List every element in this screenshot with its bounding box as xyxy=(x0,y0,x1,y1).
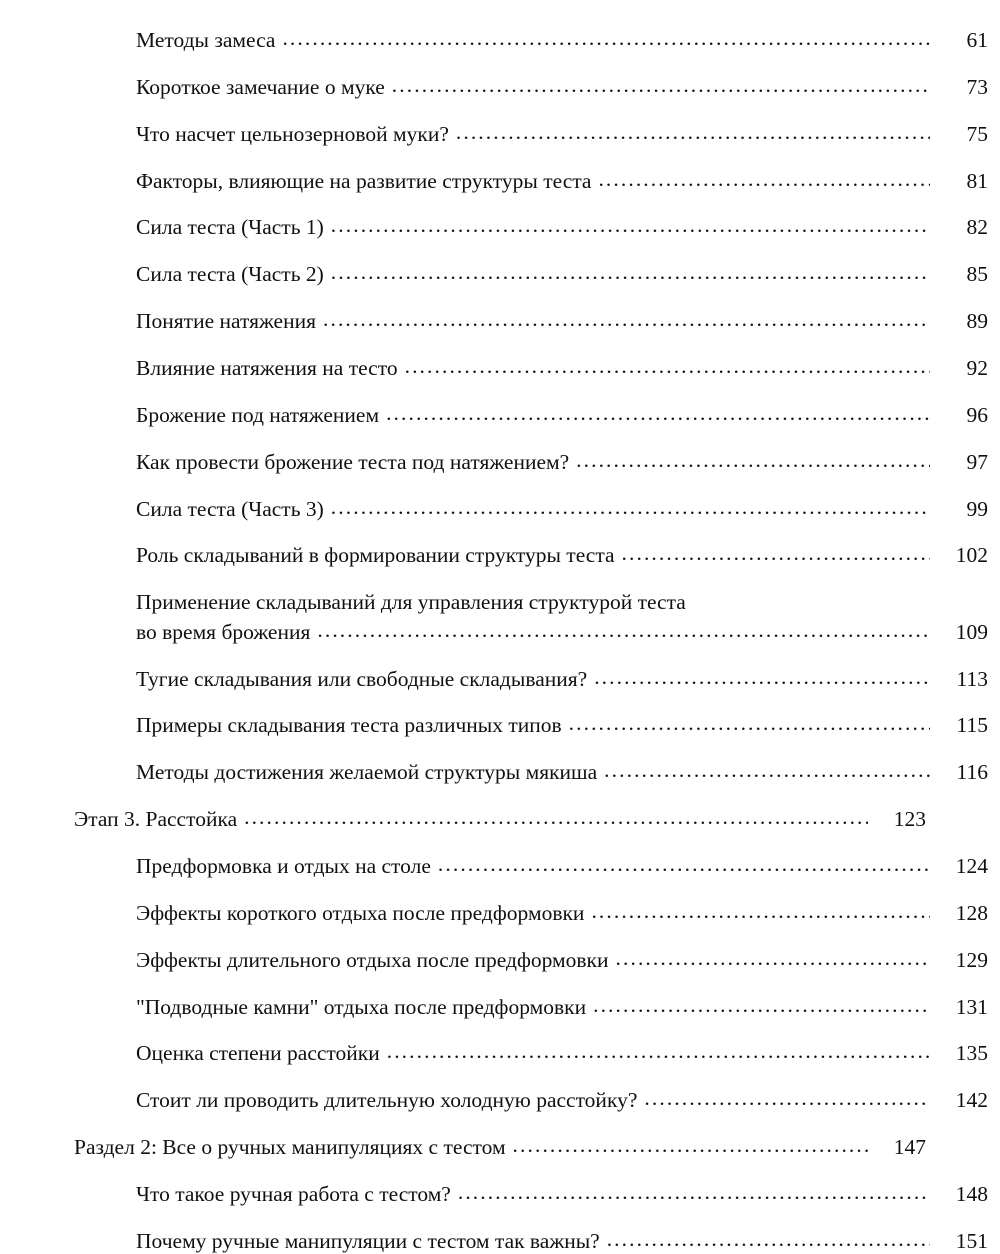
toc-entry-page-number: 123 xyxy=(893,807,926,832)
toc-leader-dots xyxy=(387,1045,930,1066)
toc-entry[interactable] xyxy=(74,356,988,381)
toc-leader-dots xyxy=(616,951,930,972)
toc-entry-page-number: 85 xyxy=(966,262,988,287)
toc-entry-title: Почему ручные манипуляции с тестом так важны? xyxy=(136,1228,600,1253)
toc-entry[interactable] xyxy=(74,1229,988,1254)
toc-entry-page-number: 92 xyxy=(966,356,988,381)
toc-entry-title: Эффекты короткого отдыха после предформовки xyxy=(136,900,585,925)
toc-entry[interactable] xyxy=(74,995,988,1020)
toc-leader-dots xyxy=(331,266,930,287)
toc-entry[interactable] xyxy=(74,1182,988,1207)
toc-leader-dots xyxy=(331,500,930,521)
toc-entry-title: Сила теста (Часть 3) xyxy=(136,496,324,521)
toc-entry[interactable] xyxy=(74,667,988,692)
toc-entry-title: Раздел 2: Все о ручных манипуляциях с тестом xyxy=(74,1135,506,1160)
toc-entry-title: Роль складываний в формировании структуры теста xyxy=(136,543,615,568)
toc-leader-dots xyxy=(513,1138,868,1159)
toc-leader-dots xyxy=(591,904,930,925)
toc-entry[interactable] xyxy=(74,1135,926,1160)
toc-entry[interactable] xyxy=(74,28,988,53)
toc-entry-title: Брожение под натяжением xyxy=(136,402,380,427)
toc-entry-page-number: 147 xyxy=(893,1135,926,1160)
toc-entry-page-number: 61 xyxy=(966,28,988,52)
toc-entry-title: Стоит ли проводить длительную холодную расстойку? xyxy=(136,1088,638,1113)
toc-leader-dots xyxy=(456,125,930,146)
toc-entry-page-number: 124 xyxy=(955,853,988,878)
toc-leader-dots xyxy=(323,313,930,334)
toc-leader-dots xyxy=(317,623,930,644)
toc-entry-page-number: 129 xyxy=(955,947,988,972)
toc-entry-page-number: 96 xyxy=(966,402,988,427)
toc-entry[interactable] xyxy=(74,75,988,100)
toc-entry-page-number: 109 xyxy=(955,619,988,644)
toc-entry[interactable] xyxy=(74,215,988,240)
toc-entry-title: Понятие натяжения xyxy=(136,309,316,334)
toc-leader-dots xyxy=(644,1092,930,1113)
toc-entry-page-number: 82 xyxy=(966,215,988,240)
toc-entry-page-number: 102 xyxy=(955,543,988,568)
toc-entry[interactable] xyxy=(74,309,988,334)
toc-entry-page-number: 128 xyxy=(955,900,988,925)
toc-entry-title: Короткое замечание о муке xyxy=(136,74,385,99)
toc-entry[interactable] xyxy=(74,169,988,194)
toc-leader-dots xyxy=(458,1185,930,1206)
toc-entry[interactable] xyxy=(74,262,988,287)
toc-entry[interactable] xyxy=(74,854,988,879)
toc-leader-dots xyxy=(576,453,930,474)
toc-leader-dots xyxy=(569,717,930,738)
toc-leader-dots xyxy=(386,406,930,427)
toc-entry-title-line-2: во время брожения xyxy=(136,619,311,644)
toc-leader-dots xyxy=(405,359,930,380)
toc-entry-second-row xyxy=(136,620,988,645)
toc-entry-title: Факторы, влияющие на развитие структуры теста xyxy=(136,168,592,193)
toc-entry-title: Методы замеса xyxy=(136,28,276,52)
toc-entry[interactable] xyxy=(74,590,988,645)
toc-entry[interactable] xyxy=(74,713,988,738)
toc-entry-title: Влияние натяжения на тесто xyxy=(136,356,398,381)
toc-entry-page-number: 97 xyxy=(966,449,988,474)
toc-entry-page-number: 151 xyxy=(955,1228,988,1253)
table-of-contents xyxy=(74,28,988,1254)
toc-entry-title: Тугие складывания или свободные складывания? xyxy=(136,666,588,691)
toc-entry-title: Сила теста (Часть 2) xyxy=(136,262,324,287)
toc-leader-dots xyxy=(622,547,930,568)
toc-entry-page-number: 99 xyxy=(966,496,988,521)
toc-leader-dots xyxy=(282,31,930,52)
toc-entry-title: Эффекты длительного отдыха после предформовки xyxy=(136,947,609,972)
toc-entry[interactable] xyxy=(74,901,988,926)
toc-entry-page-number: 148 xyxy=(955,1181,988,1206)
toc-entry-title: Примеры складывания теста различных типов xyxy=(136,713,562,738)
toc-leader-dots xyxy=(331,219,930,240)
toc-entry-page-number: 73 xyxy=(966,74,988,99)
toc-entry-title: Что такое ручная работа с тестом? xyxy=(136,1181,451,1206)
toc-entry-title: Предформовка и отдых на столе xyxy=(136,853,431,878)
toc-leader-dots xyxy=(593,998,930,1019)
toc-entry[interactable] xyxy=(74,497,988,522)
toc-entry-page-number: 115 xyxy=(956,713,988,738)
toc-entry-page-number: 81 xyxy=(966,168,988,193)
toc-entry-title-block xyxy=(136,590,988,645)
toc-entry[interactable] xyxy=(74,1041,988,1066)
toc-entry-page-number: 135 xyxy=(955,1041,988,1066)
toc-entry[interactable] xyxy=(74,760,988,785)
toc-entry[interactable] xyxy=(74,948,988,973)
toc-entry-title: Этап 3. Расстойка xyxy=(74,807,238,832)
toc-entry[interactable] xyxy=(74,403,988,428)
toc-entry-page-number: 89 xyxy=(966,309,988,334)
toc-entry[interactable] xyxy=(74,1088,988,1113)
toc-entry-title: Что насчет цельнозерновой муки? xyxy=(136,121,449,146)
toc-entry[interactable] xyxy=(74,807,926,832)
toc-entry[interactable] xyxy=(74,122,988,147)
toc-leader-dots xyxy=(594,670,930,691)
toc-leader-dots xyxy=(438,857,930,878)
toc-entry-title: Как провести брожение теста под натяжением? xyxy=(136,449,570,474)
toc-entry-page-number: 142 xyxy=(955,1088,988,1113)
toc-entry-page-number: 113 xyxy=(956,666,988,691)
toc-entry-title-line-1: Применение складываний для управления структурой теста xyxy=(136,590,686,615)
toc-entry-title: Сила теста (Часть 1) xyxy=(136,215,324,240)
toc-entry-title: Оценка степени расстойки xyxy=(136,1041,380,1066)
toc-leader-dots xyxy=(244,810,868,831)
toc-leader-dots xyxy=(604,764,930,785)
toc-entry-page-number: 116 xyxy=(956,760,988,785)
toc-entry[interactable] xyxy=(74,450,988,475)
toc-entry-title: Методы достижения желаемой структуры мякиша xyxy=(136,760,598,785)
toc-entry-title: "Подводные камни" отдыха после предформовки xyxy=(136,994,587,1019)
toc-leader-dots xyxy=(607,1232,930,1253)
toc-entry-page-number: 75 xyxy=(966,121,988,146)
toc-leader-dots xyxy=(392,78,930,99)
toc-leader-dots xyxy=(598,172,930,193)
toc-entry-page-number: 131 xyxy=(955,994,988,1019)
toc-entry[interactable] xyxy=(74,543,988,568)
